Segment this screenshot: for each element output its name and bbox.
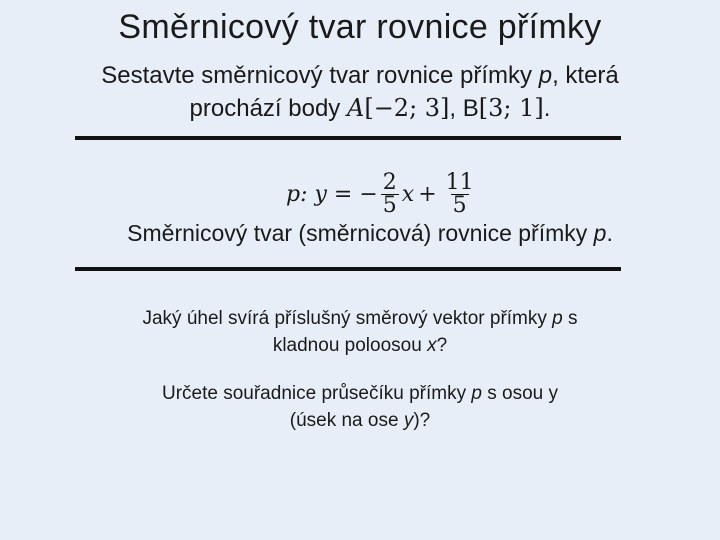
fraction-slope-numerator: 2 [382, 169, 397, 195]
q2-part-b: s osou y [481, 383, 559, 404]
line-equation [286, 165, 479, 223]
point-separator: , [449, 95, 463, 122]
q1-part-c: kladnou poloosou [272, 335, 428, 356]
task-line2 [0, 92, 720, 125]
divider-bottom [75, 267, 621, 271]
task-line2-prefix: prochází body [189, 95, 347, 122]
equation-description [0, 220, 720, 247]
q2-part-d: )? [413, 410, 431, 431]
fraction-intercept-numerator: 11 [445, 169, 474, 195]
q2-part-c: (úsek na ose [289, 410, 404, 431]
fraction-slope-denominator: 5 [382, 192, 397, 218]
point-a-label: A [346, 94, 365, 122]
divider-top [75, 136, 621, 140]
fraction-intercept [444, 169, 476, 218]
q1-part-d: ? [436, 335, 448, 356]
description-text: Směrnicový tvar (směrnicová) rovnice přímky [127, 220, 594, 246]
point-a-coords: [−2; 3] [364, 94, 450, 122]
point-b-label: B [462, 95, 479, 122]
task-line1-suffix: , která [552, 62, 619, 89]
q2-part-a: Určete souřadnice průsečíku přímky [161, 383, 472, 404]
task-text [0, 60, 720, 125]
q2-var-p: p [471, 383, 482, 404]
description-var-p: p [593, 220, 607, 246]
q1-part-b: s [562, 308, 578, 329]
q1-var-x: x [427, 335, 437, 356]
equation-var-x: x [401, 181, 415, 207]
task-period: . [543, 95, 551, 122]
q1-var-p: p [552, 308, 563, 329]
slide-title: Směrnicový tvar rovnice přímky [118, 8, 602, 46]
equation-plus: + [418, 181, 437, 207]
q2-var-y: y [403, 410, 414, 431]
equation-lhs: p: y = − [286, 181, 378, 207]
fraction-slope [381, 169, 399, 218]
task-line1-prefix: Sestavte směrnicový tvar rovnice přímky [101, 62, 539, 89]
fraction-intercept-denominator: 5 [452, 192, 467, 218]
question-intercept [0, 380, 720, 434]
description-end: . [606, 220, 613, 246]
task-var-p: p [538, 62, 553, 89]
question-angle [0, 305, 720, 359]
point-b-coords: [3; 1] [478, 94, 544, 122]
q1-part-a: Jaký úhel svírá příslušný směrový vektor přímky [142, 308, 553, 329]
